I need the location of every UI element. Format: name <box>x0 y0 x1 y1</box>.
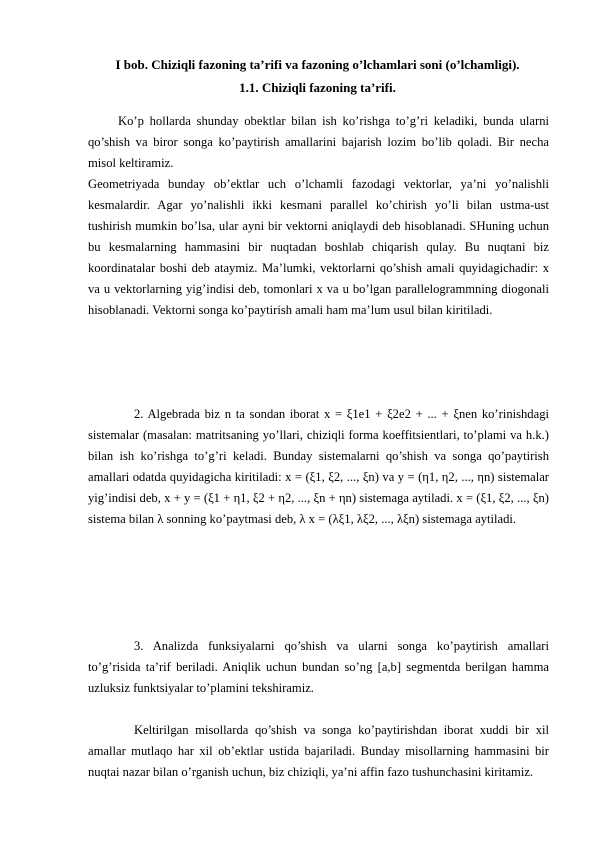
paragraph-algebra: 2. Algebrada biz n ta sondan iborat x = ξ1e1 + ξ2e2 + ... + ξnen ko’rinishdagi sistemalar (masalan: matritsaning yo’llari, chiziqli forma koeffitsientlari, to’plami va h.k.) bilan ish ko’rishga to’g’ri keladi. Bunday sistemalarni qo’shish va songa qo’paytirish amallari odatda quyidagicha kiritiladi: x = (ξ1, ξ2, ..., ξn) va y = (η1, η2, ..., ηn) sistemalar yig’indisi deb, x + y = (ξ1 + η1, ξ2 + η2, ..., ξn + ηn) sistemaga aytiladi. x = (ξ1, ξ2, ..., ξn) sistema bilan λ sonning ko’paytmasi deb, λ x = (λξ1, λξ2, ..., λξn) sistemaga aytiladi. <box>88 407 549 526</box>
paragraph-geometry: Geometriyada bunday ob’ektlar uch o’lchamli fazodagi vektorlar, ya’ni yo’nalishli kesmalardir. Agar yo’nalishli ikki kesmani parallel ko’chirish yo’li bilan ustma-ust tushirish mumkin bo’lsa, ular ayni bir vektorni aniqlaydi deb hisoblanadi. SHuning uchun bu kesmalarning hammasini bir nuqtadan boshlab chiqarish qulay. Bu nuqtani biz koordinatalar boshi deb ataymiz. Ma’lumki, vektorlarni qo’shish amali quyidagichadir: x va u vektorlarning yig’indisi deb, tomonlari x va u bo’lgan parallelogrammning diogonali hisoblanadi. Vektorni songa ko’paytirish amali ham ma’lum usul bilan kiritiladi. <box>88 177 549 317</box>
chapter-title: I bob. Chiziqli fazoning ta’rifi va fazoning o’lchamlari soni (o’lchamligi). <box>115 57 520 72</box>
paragraph-conclusion: Keltirilgan misollarda qo’shish va songa ko’paytirishdan iborat xuddi bir xil amallar mutlaqo har xil ob’ektlar ustida bajariladi. Bunday misollarning hammasini bir nuqtai nazar bilan o’rganish uchun, biz chiziqli, ya’ni affin fazo tushunchasini kiritamiz. <box>88 723 549 779</box>
paragraph-intro: Ko’p hollarda shunday obektlar bilan ish ko’rishga to’g’ri keladiki, bunda ularni qo’shish va biror songa ko’paytirish amallarini bajarish lozim bo’lib qoladi. Bir necha misol keltiramiz. <box>88 114 549 170</box>
section-title: 1.1. Chiziqli fazoning ta’rifi. <box>239 80 396 95</box>
paragraph-analysis: 3. Analizda funksiyalarni qo’shish va ularni songa ko’paytirish amallari to’g’risida ta’rif beriladi. Aniqlik uchun bundan so’ng [a,b] segmentda berilgan hamma uzluksiz funktsiyalar to’plamini tekshiramiz. <box>88 639 549 695</box>
